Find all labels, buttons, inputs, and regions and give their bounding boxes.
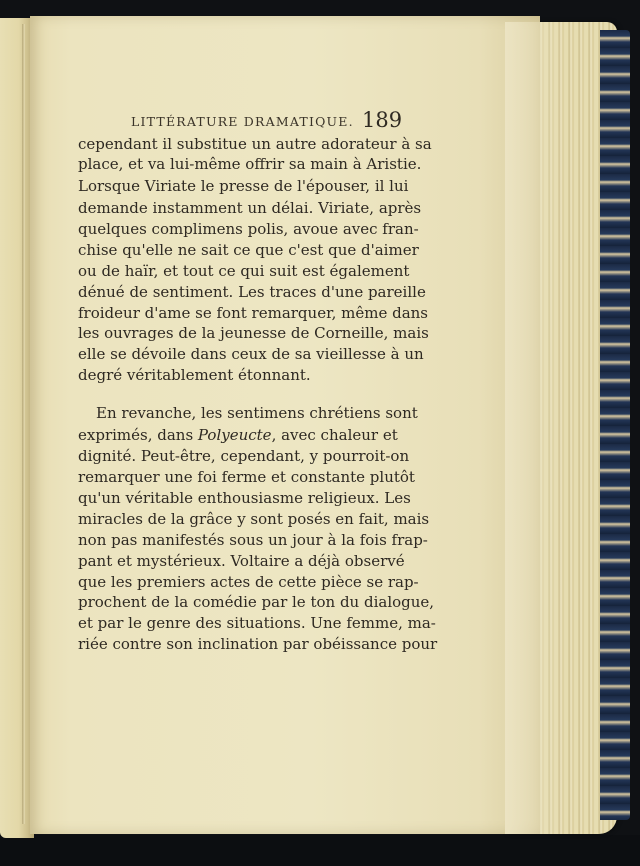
text-line: dignité. Peut-être, cependant, y pourroit-on	[78, 447, 410, 465]
text-line: degré véritablement étonnant.	[78, 366, 311, 384]
running-title: LITTÉRATURE DRAMATIQUE.	[131, 114, 354, 129]
book-gutter	[22, 24, 25, 824]
text-line: froideur d'ame se font remarquer, même dans	[78, 304, 429, 322]
text-line: pant et mystérieux. Voltaire a déjà observé	[78, 552, 405, 570]
background-dark	[0, 835, 640, 866]
text-line: Lorsque Viriate le presse de l'épouser, il lui	[78, 177, 409, 195]
text-line: riée contre son inclination par obéissance pour	[78, 635, 438, 653]
text-line: miracles de la grâce y sont posés en fait, mais	[78, 510, 430, 528]
text-line: remarquer une foi ferme et constante plutôt	[78, 468, 415, 486]
page-number: 189	[362, 108, 403, 132]
book-cover-edge	[600, 30, 630, 820]
italic-title: Polyeucte	[197, 426, 272, 444]
text-line: elle se dévoile dans ceux de sa vieillesse à un	[78, 345, 424, 363]
text-line: prochent de la comédie par le ton du dialogue,	[78, 593, 435, 611]
text-line: dénué de sentiment. Les traces d'une pareille	[78, 283, 426, 301]
text-line: chise qu'elle ne sait ce que c'est que d'aimer	[78, 241, 419, 259]
text-line: quelques complimens polis, avoue avec fran-	[78, 220, 419, 238]
text-line: ou de haïr, et tout ce qui suit est également	[78, 262, 410, 280]
text-line: demande instamment un délai. Viriate, après	[78, 199, 422, 217]
text-line: place, et va lui-même offrir sa main à Aristie.	[78, 155, 422, 173]
text-line: cependant il substitue un autre adorateur à sa	[78, 135, 432, 153]
text-line: qu'un véritable enthousiasme religieux. Les	[78, 489, 411, 507]
text-line: exprimés, dans Polyeucte, avec chaleur et	[78, 426, 398, 444]
page-edge-shade	[505, 22, 565, 834]
text-line: que les premiers actes de cette pièce se rap-	[78, 573, 419, 591]
text-line: les ouvrages de la jeunesse de Corneille, mais	[78, 324, 429, 342]
text-line: et par le genre des situations. Une femme, ma-	[78, 614, 436, 632]
facing-page-edge	[0, 18, 34, 838]
text-line: non pas manifestés sous un jour à la fois frap-	[78, 531, 428, 549]
text-line: En revanche, les sentimens chrétiens sont	[96, 404, 418, 422]
